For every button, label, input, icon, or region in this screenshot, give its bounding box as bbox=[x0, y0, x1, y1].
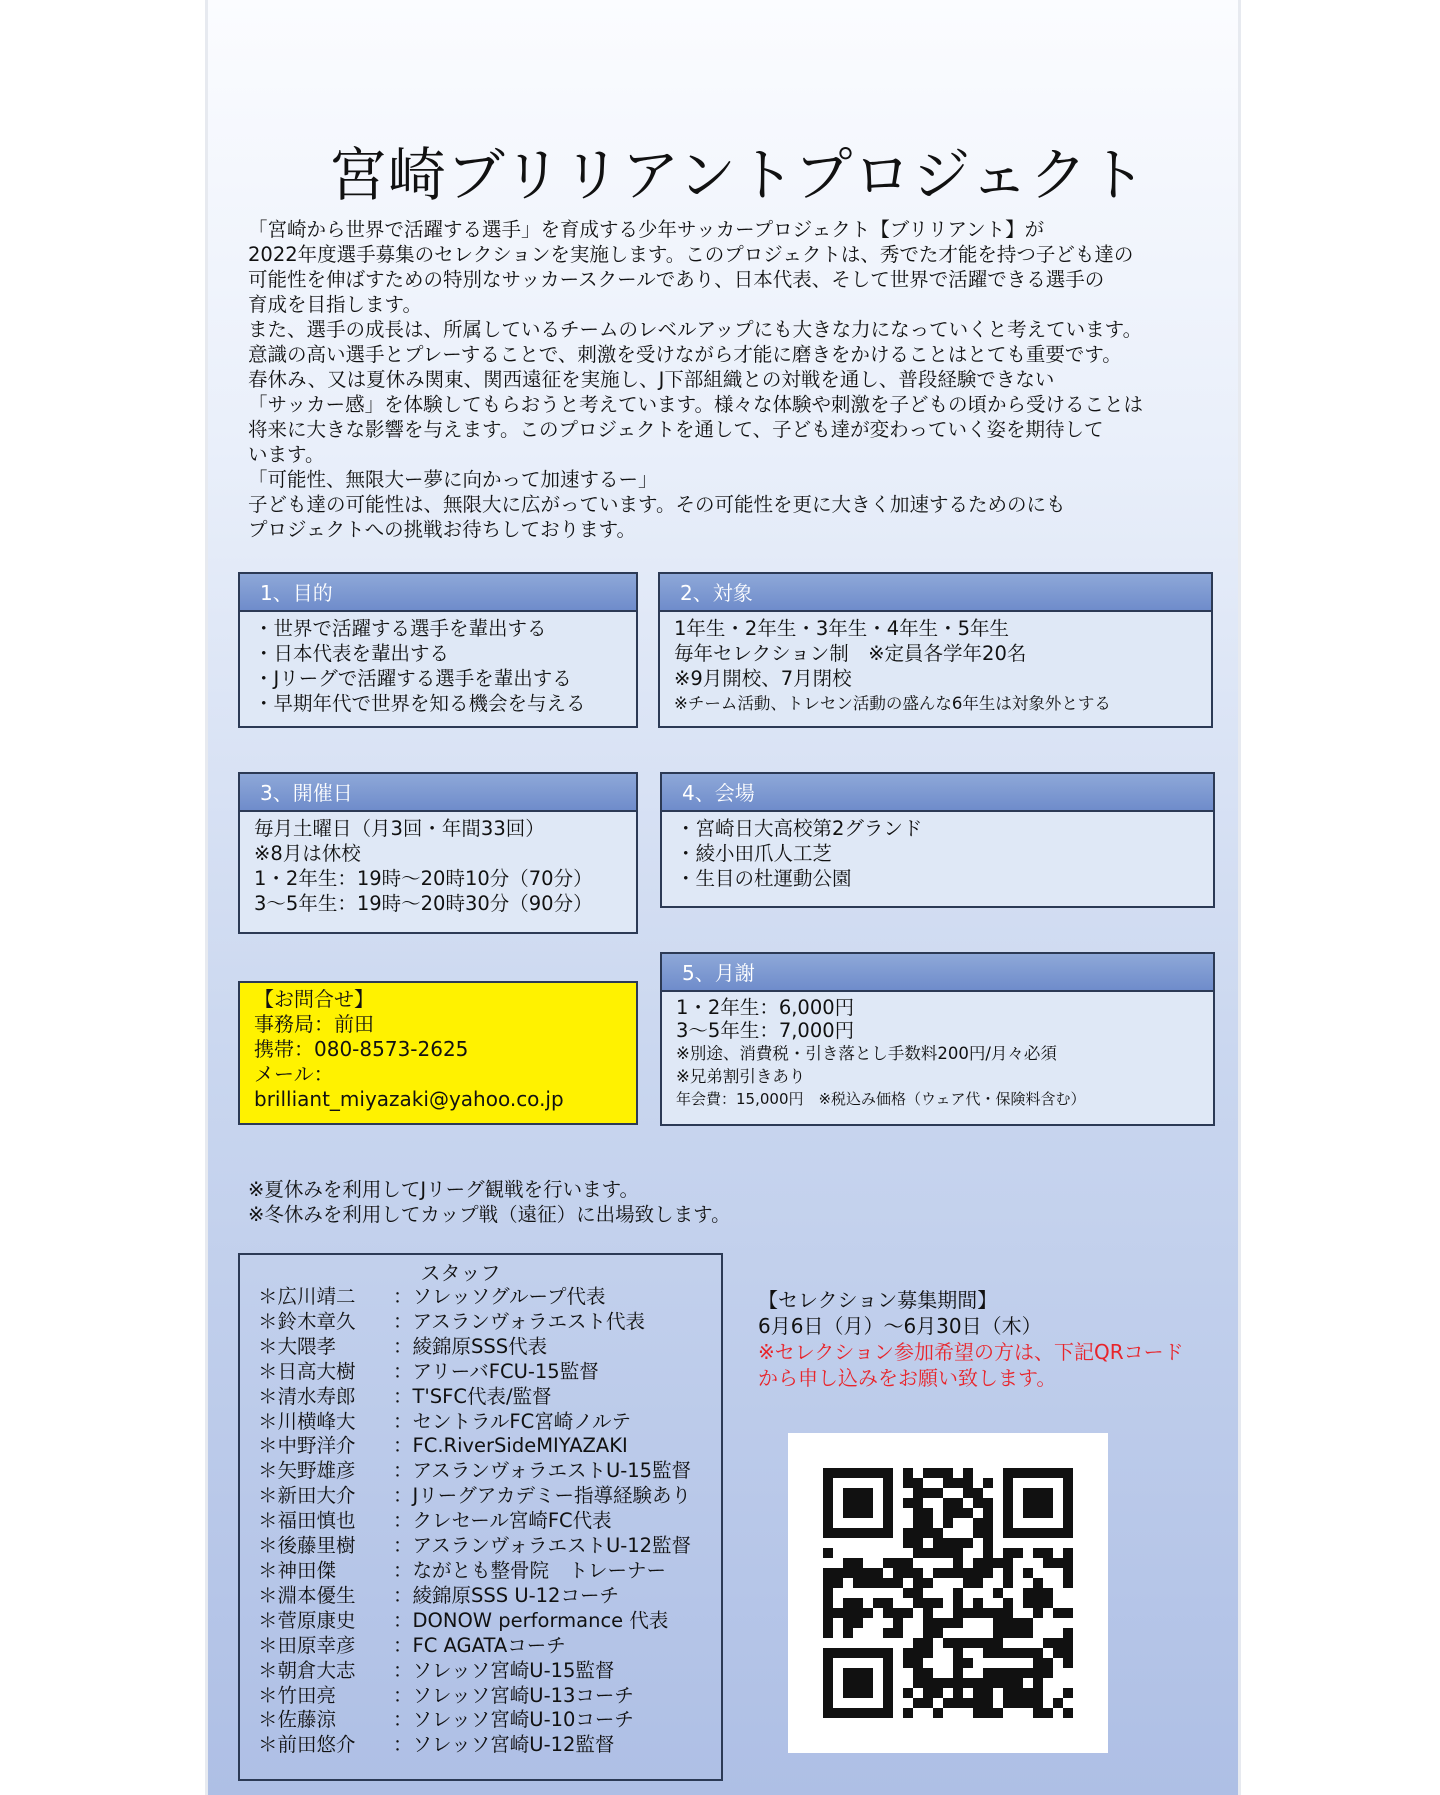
purpose-item: ・Jリーグで活躍する選手を輩出する bbox=[254, 667, 572, 690]
staff-name: ＊佐藤涼 bbox=[258, 1708, 337, 1732]
intro-line: プロジェクトへの挑戦お待ちしております。 bbox=[248, 518, 637, 541]
note-winter: ※冬休みを利用してカップ戦（遠征）に出場致します。 bbox=[248, 1203, 731, 1226]
staff-name: ＊川横峰大 bbox=[258, 1409, 356, 1433]
intro-line: 2022年度選手募集のセレクションを実施します。このプロジェクトは、秀でた才能を持つ子ども達の bbox=[248, 243, 1134, 266]
intro-line: 子ども達の可能性は、無限大に広がっています。その可能性を更に大きく加速するためのにも bbox=[248, 493, 1066, 516]
staff-role: ：DONOW performance 代表 bbox=[393, 1608, 669, 1632]
venue-box bbox=[660, 772, 1215, 908]
staff-name: ＊竹田亮 bbox=[258, 1683, 337, 1707]
staff-role: ：Jリーグアカデミー指導経験あり bbox=[393, 1484, 692, 1508]
staff-row bbox=[240, 1659, 721, 1684]
purpose-box bbox=[238, 572, 638, 728]
staff-row bbox=[240, 1684, 721, 1709]
staff-role: ：ソレッソ宮崎U-10コーチ bbox=[393, 1708, 634, 1732]
staff-role: ：綾錦原SSS U-12コーチ bbox=[393, 1583, 619, 1607]
intro-line: います。 bbox=[248, 443, 325, 466]
staff-box bbox=[238, 1253, 723, 1781]
staff-role: ：綾錦原SSS代表 bbox=[393, 1334, 548, 1358]
staff-role: ：ソレッソ宮崎U-12監督 bbox=[393, 1733, 615, 1757]
fee-body bbox=[662, 992, 1213, 1115]
intro-line: 「サッカー感」を体験してもらおうと考えています。様々な体験や刺激を子どもの頃から受けることは bbox=[248, 393, 1144, 416]
fee-item: ※別途、消費税・引き落とし手数料200円/月々必須 bbox=[676, 1044, 1057, 1063]
target-item: ※9月開校、7月閉校 bbox=[674, 667, 852, 690]
qr-code-icon bbox=[788, 1433, 1108, 1753]
intro-line: 育成を目指します。 bbox=[248, 293, 422, 316]
staff-row bbox=[240, 1708, 721, 1733]
fee-item: 年会費：15,000円 ※税込み価格（ウェア代・保険料含む） bbox=[676, 1090, 1086, 1108]
staff-role: ：FC AGATAコーチ bbox=[393, 1633, 566, 1657]
target-item: 毎年セレクション制 ※定員各学年20名 bbox=[674, 642, 1027, 665]
staff-name: ＊鈴木章久 bbox=[258, 1309, 356, 1333]
schedule-item: 毎月土曜日（月3回・年間33回） bbox=[254, 817, 545, 840]
schedule-item: 1・2年生：19時〜20時10分（70分） bbox=[254, 867, 593, 890]
intro-line: 「宮崎から世界で活躍する選手」を育成する少年サッカープロジェクト【ブリリアント】が bbox=[248, 218, 1045, 241]
notes bbox=[248, 1177, 731, 1227]
purpose-body bbox=[240, 612, 636, 720]
contact-email[interactable]: brilliant_miyazaki@yahoo.co.jp bbox=[254, 1087, 564, 1111]
staff-name: ＊淵本優生 bbox=[258, 1583, 356, 1607]
staff-role: ：アリーバFCU-15監督 bbox=[393, 1359, 599, 1383]
fee-item: 1・2年生：6,000円 bbox=[676, 996, 855, 1019]
note-summer: ※夏休みを利用してJリーグ観戦を行います。 bbox=[248, 1178, 640, 1201]
selection-period: 6月6日（月）〜6月30日（木） bbox=[758, 1314, 1042, 1338]
staff-row bbox=[240, 1335, 721, 1360]
staff-name: ＊清水寿郎 bbox=[258, 1384, 356, 1408]
staff-role: ：ソレッソ宮崎U-13コーチ bbox=[393, 1683, 634, 1707]
fee-box bbox=[660, 952, 1215, 1126]
intro-text bbox=[248, 217, 1228, 542]
contact-heading: 【お問合せ】 bbox=[254, 987, 374, 1011]
purpose-heading: 1、目的 bbox=[240, 574, 636, 612]
purpose-item: ・世界で活躍する選手を輩出する bbox=[254, 617, 547, 640]
venue-body bbox=[662, 812, 1213, 895]
page-title: 宮崎ブリリアントプロジェクト bbox=[328, 141, 1148, 209]
venue-item: ・綾小田爪人工芝 bbox=[676, 842, 833, 865]
staff-row bbox=[240, 1584, 721, 1609]
staff-name: ＊広川靖二 bbox=[258, 1285, 356, 1308]
staff-row bbox=[240, 1609, 721, 1634]
staff-name: ＊田原幸彦 bbox=[258, 1633, 356, 1657]
venue-item: ・生目の杜運動公園 bbox=[676, 867, 852, 890]
target-body bbox=[660, 612, 1211, 720]
staff-role: ：ながとも整骨院 トレーナー bbox=[393, 1558, 667, 1582]
staff-name: ＊後藤里樹 bbox=[258, 1534, 356, 1558]
target-item: ※チーム活動、トレセン活動の盛んな6年生は対象外とする bbox=[674, 694, 1111, 713]
staff-name: ＊大隈孝 bbox=[258, 1334, 337, 1358]
venue-heading: 4、会場 bbox=[662, 774, 1213, 812]
staff-row bbox=[240, 1360, 721, 1385]
intro-line: 意識の高い選手とプレーすることで、刺激を受けながら才能に磨きをかけることはとても重要です。 bbox=[248, 343, 1122, 366]
staff-role: ：クレセール宮崎FC代表 bbox=[393, 1509, 612, 1533]
staff-row bbox=[240, 1310, 721, 1335]
staff-name: ＊神田傑 bbox=[258, 1558, 337, 1582]
intro-line: また、選手の成長は、所属しているチームのレベルアップにも大きな力になっていくと考えています。 bbox=[248, 318, 1143, 341]
staff-role: ：FC.RiverSideMIYAZAKI bbox=[393, 1434, 628, 1458]
flyer-page bbox=[205, 0, 1241, 1795]
staff-row bbox=[240, 1484, 721, 1509]
staff-row bbox=[240, 1733, 721, 1758]
target-item: 1年生・2年生・3年生・4年生・5年生 bbox=[674, 617, 1010, 640]
staff-row bbox=[240, 1634, 721, 1659]
schedule-box bbox=[238, 772, 638, 934]
staff-row bbox=[240, 1509, 721, 1534]
staff-role: ：ソレッソ宮崎U-15監督 bbox=[393, 1658, 615, 1682]
schedule-item: ※8月は休校 bbox=[254, 842, 361, 865]
staff-row bbox=[240, 1285, 721, 1310]
fee-heading: 5、月謝 bbox=[662, 954, 1213, 992]
contact-box bbox=[238, 981, 638, 1125]
purpose-item: ・日本代表を輩出する bbox=[254, 642, 450, 665]
schedule-heading: 3、開催日 bbox=[240, 774, 636, 812]
intro-line: 可能性を伸ばすための特別なサッカースクールであり、日本代表、そして世界で活躍できる選手の bbox=[248, 268, 1105, 291]
contact-phone[interactable]: 携帯：080-8573-2625 bbox=[254, 1037, 469, 1061]
selection-note: から申し込みをお願い致します。 bbox=[758, 1366, 1057, 1390]
qr-code[interactable] bbox=[788, 1433, 1108, 1753]
intro-line: 将来に大きな影響を与えます。このプロジェクトを通して、子ども達が変わっていく姿を期待して bbox=[248, 418, 1104, 441]
contact-mail-label: メール： bbox=[254, 1062, 334, 1086]
intro-line: 「可能性、無限大ー夢に向かって加速するー」 bbox=[248, 468, 658, 491]
staff-name: ＊中野洋介 bbox=[258, 1434, 356, 1458]
staff-name: ＊福田慎也 bbox=[258, 1509, 356, 1533]
staff-title: スタッフ bbox=[420, 1261, 501, 1285]
staff-name: ＊菅原康史 bbox=[258, 1608, 356, 1632]
staff-name: ＊矢野雄彦 bbox=[258, 1459, 356, 1483]
target-heading: 2、対象 bbox=[660, 574, 1211, 612]
schedule-item: 3〜5年生：19時〜20時30分（90分） bbox=[254, 892, 593, 915]
contact-office: 事務局：前田 bbox=[254, 1012, 374, 1036]
venue-item: ・宮崎日大高校第2グランド bbox=[676, 817, 923, 840]
selection-note: ※セレクション参加希望の方は、下記QRコード bbox=[758, 1340, 1184, 1364]
selection-heading: 【セレクション募集期間】 bbox=[758, 1288, 998, 1312]
fee-item: 3〜5年生：7,000円 bbox=[676, 1019, 855, 1042]
staff-row bbox=[240, 1534, 721, 1559]
fee-item: ※兄弟割引きあり bbox=[676, 1067, 806, 1086]
staff-name: ＊新田大介 bbox=[258, 1484, 356, 1508]
staff-role: ：アスランヴォラエストU-12監督 bbox=[393, 1534, 692, 1558]
staff-name: ＊朝倉大志 bbox=[258, 1658, 356, 1682]
staff-role: ：アスランヴォラエスト代表 bbox=[393, 1309, 645, 1333]
staff-row bbox=[240, 1459, 721, 1484]
staff-role: ：アスランヴォラエストU-15監督 bbox=[393, 1459, 692, 1483]
staff-row bbox=[240, 1434, 721, 1459]
staff-role: ：ソレッソグループ代表 bbox=[393, 1285, 606, 1308]
staff-name: ＊日高大樹 bbox=[258, 1359, 356, 1383]
staff-row bbox=[240, 1410, 721, 1435]
target-box bbox=[658, 572, 1213, 728]
staff-name: ＊前田悠介 bbox=[258, 1733, 356, 1757]
staff-role: ：T'SFC代表/監督 bbox=[393, 1384, 552, 1408]
purpose-item: ・早期年代で世界を知る機会を与える bbox=[254, 692, 586, 715]
staff-row bbox=[240, 1559, 721, 1584]
staff-row bbox=[240, 1385, 721, 1410]
staff-role: ：セントラルFC宮崎ノルテ bbox=[393, 1409, 631, 1433]
schedule-body bbox=[240, 812, 636, 920]
intro-line: 春休み、又は夏休み関東、関西遠征を実施し、J下部組織との対戦を通し、普段経験できない bbox=[248, 368, 1055, 391]
selection-info bbox=[758, 1287, 1184, 1391]
